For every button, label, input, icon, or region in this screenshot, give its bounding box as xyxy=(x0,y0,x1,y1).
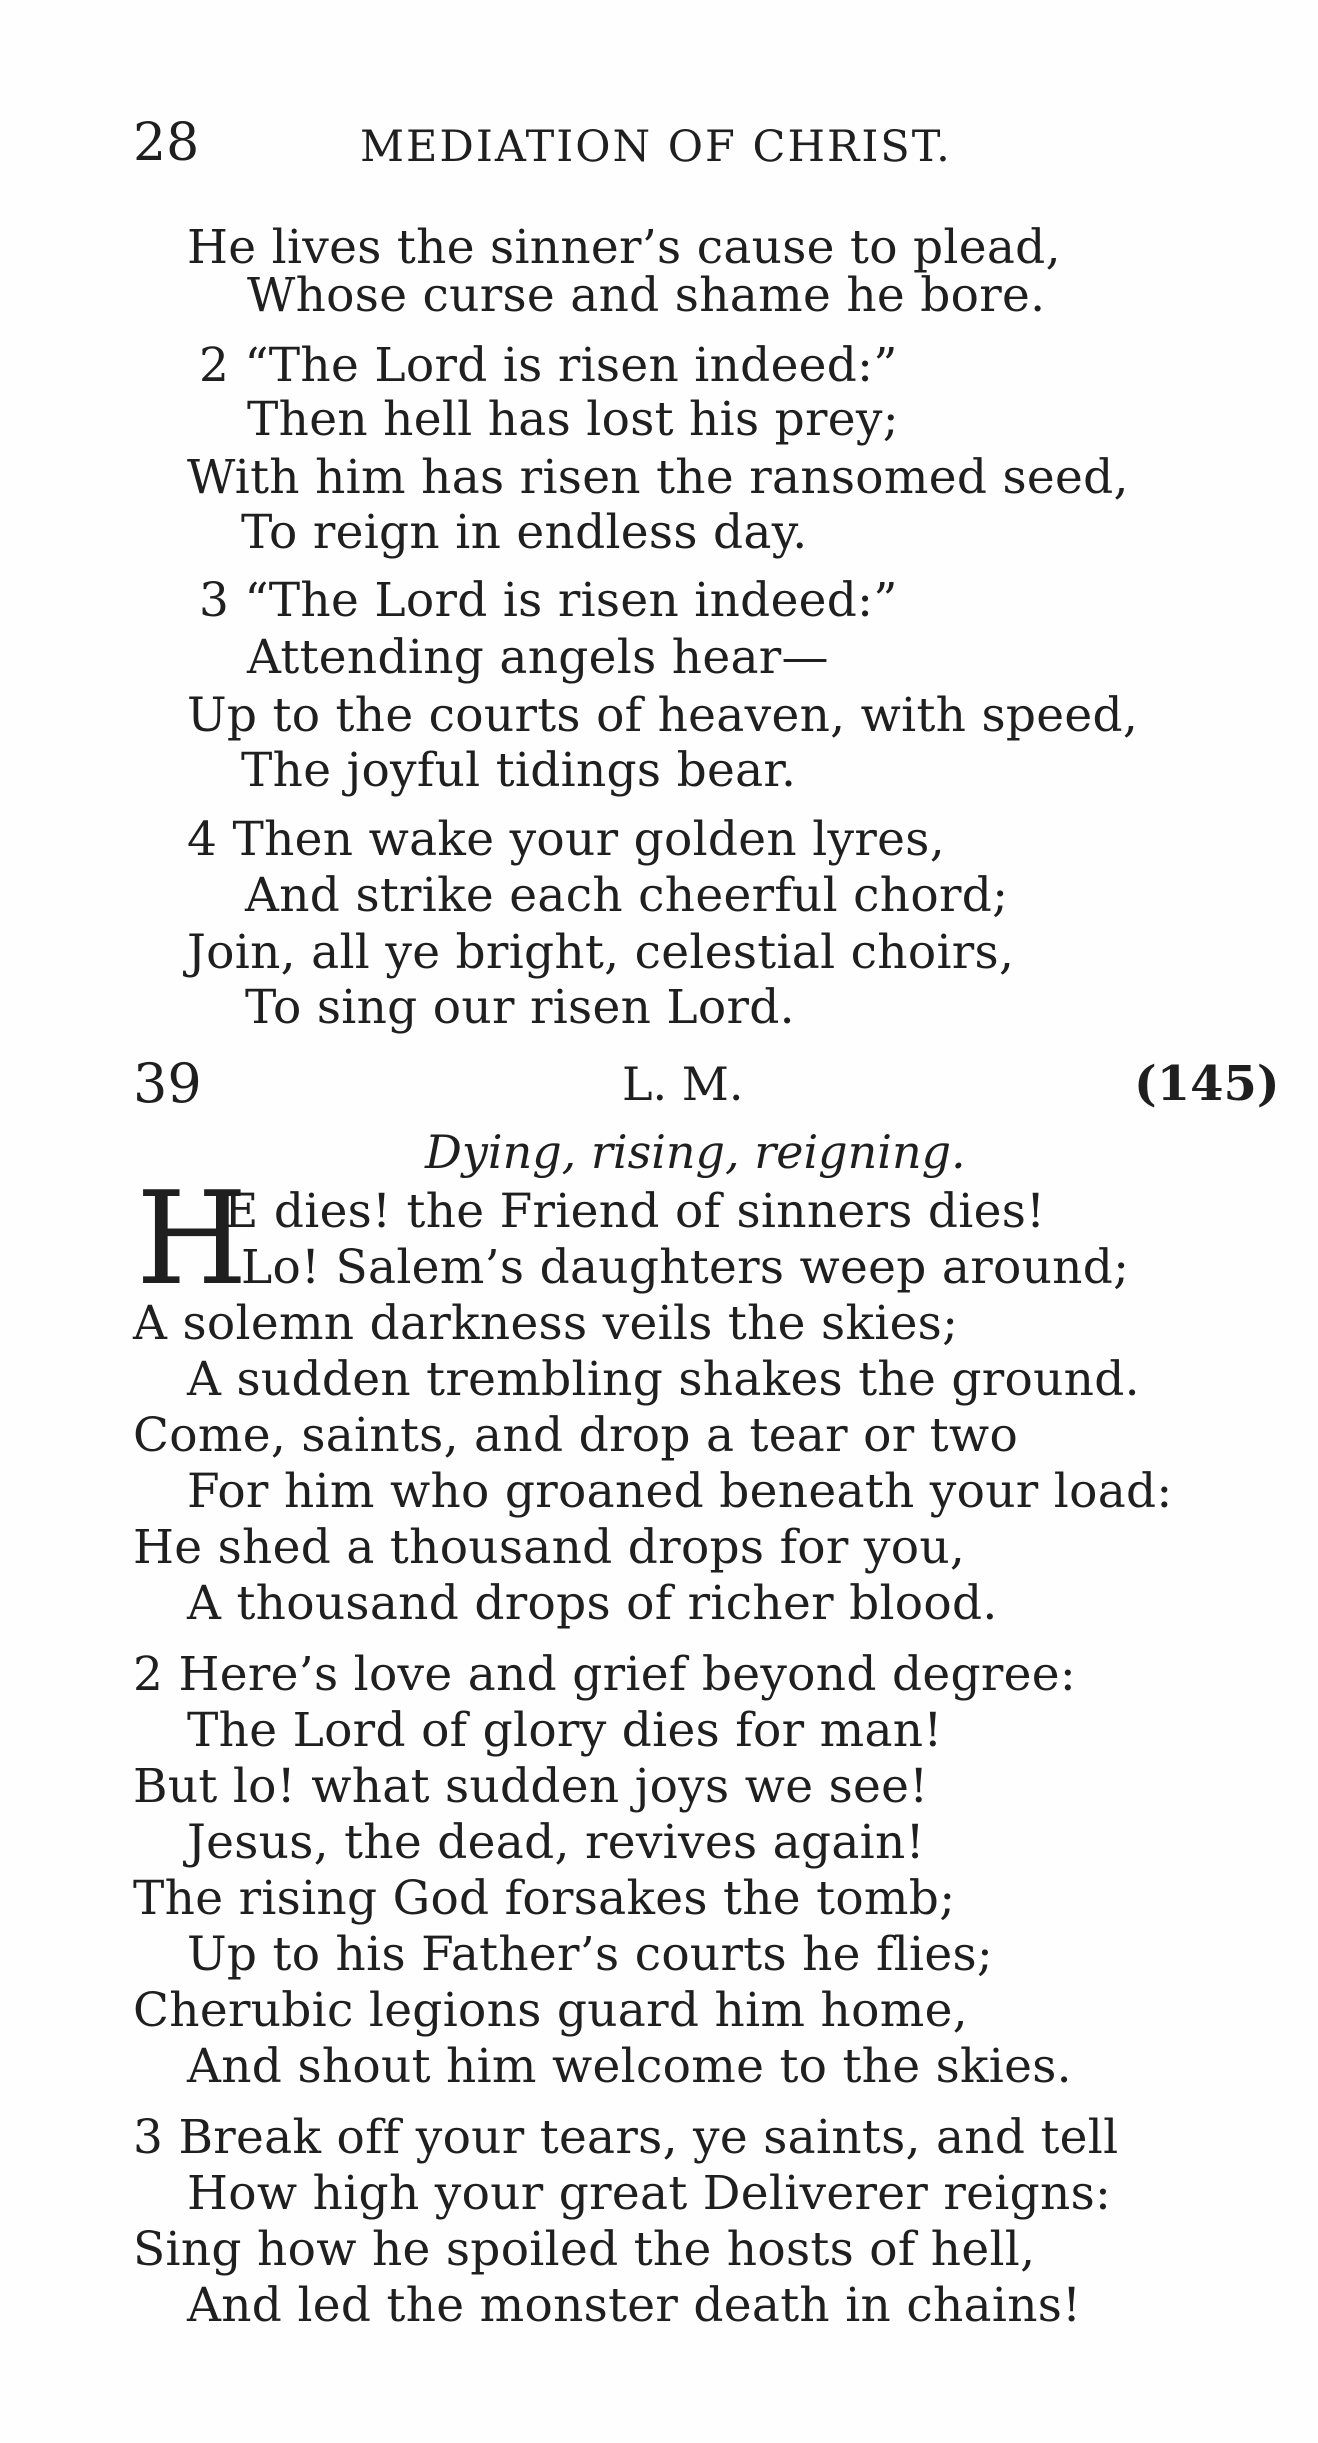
verse-line: 3 “The Lord is risen indeed:” xyxy=(199,573,898,628)
verse-line: To reign in endless day. xyxy=(241,505,808,560)
verse-line: 2 “The Lord is risen indeed:” xyxy=(199,338,898,393)
verse-line: For him who groaned beneath your load: xyxy=(187,1464,1173,1519)
hymn-meter: L. M. xyxy=(622,1057,744,1111)
verse-line: Whose curse and shame he bore. xyxy=(247,268,1046,323)
hymn-reference: (145) xyxy=(1134,1056,1280,1112)
page-number: 28 xyxy=(133,113,200,173)
verse-line: Up to his Father’s courts he flies; xyxy=(187,1927,994,1982)
verse-line: Cherubic legions guard him home, xyxy=(133,1983,968,2038)
verse-line: The joyful tidings bear. xyxy=(241,743,797,798)
verse-line: A sudden trembling shakes the ground. xyxy=(187,1352,1140,1407)
verse-line: How high your great Deliverer reigns: xyxy=(187,2166,1112,2221)
hymn-number: 39 xyxy=(133,1052,202,1115)
verse-line: The Lord of glory dies for man! xyxy=(187,1703,943,1758)
verse-line: Come, saints, and drop a tear or two xyxy=(133,1408,1019,1463)
verse-line: 2 Here’s love and grief beyond degree: xyxy=(133,1647,1076,1702)
verse-line: Lo! Salem’s daughters weep around; xyxy=(241,1240,1130,1295)
verse-line: A thousand drops of richer blood. xyxy=(187,1576,998,1631)
running-title: MEDIATION OF CHRIST. xyxy=(360,122,952,172)
verse-line: A solemn darkness veils the skies; xyxy=(133,1296,959,1351)
verse-line: Then hell has lost his prey; xyxy=(247,392,899,447)
verse-line: 3 Break off your tears, ye saints, and tell xyxy=(133,2110,1119,2165)
verse-line: With him has risen the ransomed seed, xyxy=(187,450,1129,505)
verse-line: He lives the sinner’s cause to plead, xyxy=(187,220,1061,275)
verse-line: Join, all ye bright, celestial choirs, xyxy=(187,925,1015,980)
verse-line: And strike each cheerful chord; xyxy=(245,868,1009,923)
verse-line: Sing how he spoiled the hosts of hell, xyxy=(133,2222,1036,2277)
drop-cap: H xyxy=(136,1165,248,1314)
verse-line: But lo! what sudden joys we see! xyxy=(133,1759,929,1814)
verse-line: Up to the courts of heaven, with speed, xyxy=(187,688,1139,743)
verse-line: E dies! the Friend of sinners dies! xyxy=(224,1184,1046,1239)
verse-line: 4 Then wake your golden lyres, xyxy=(187,812,945,867)
verse-line: To sing our risen Lord. xyxy=(245,980,795,1035)
hymn-subtitle: Dying, rising, reigning. xyxy=(425,1125,966,1179)
verse-line: And shout him welcome to the skies. xyxy=(187,2039,1072,2094)
verse-line: The rising God forsakes the tomb; xyxy=(133,1871,956,1926)
verse-line: Attending angels hear— xyxy=(247,630,829,685)
verse-line: He shed a thousand drops for you, xyxy=(133,1520,966,1575)
verse-line: Jesus, the dead, revives again! xyxy=(187,1815,925,1870)
verse-line: And led the monster death in chains! xyxy=(187,2278,1082,2333)
